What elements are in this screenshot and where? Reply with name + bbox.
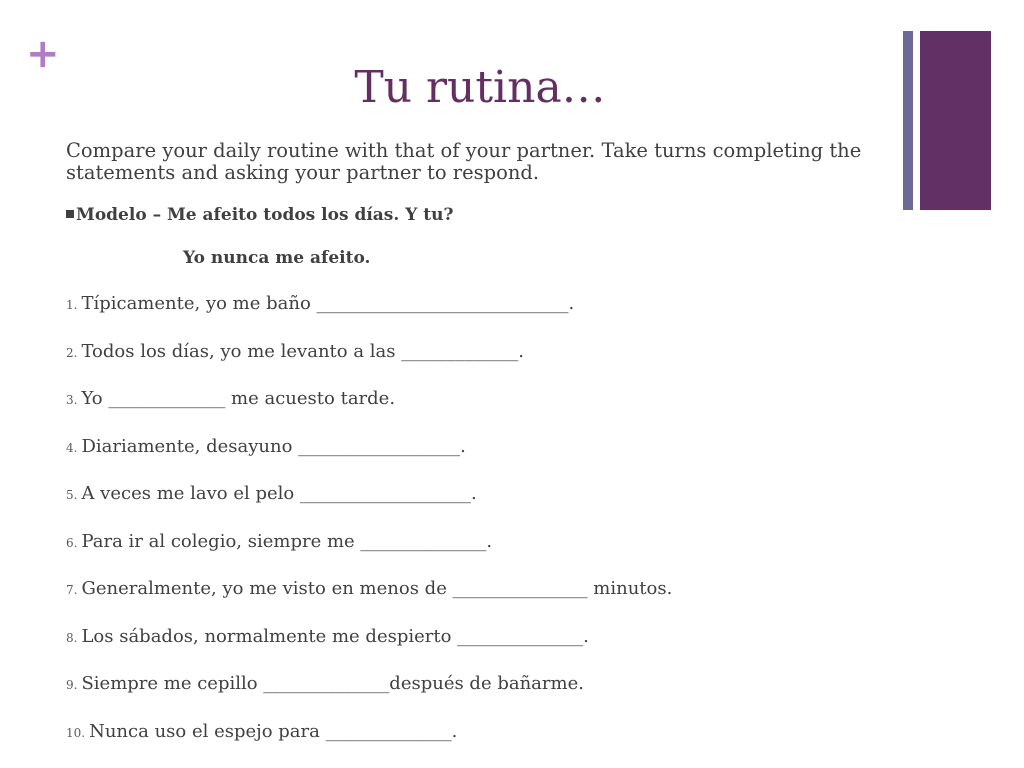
list-item: [66, 387, 672, 435]
item-number: 8.: [66, 630, 78, 645]
item-text: Siempre me cepillo ______________después de bañarme.: [81, 673, 584, 694]
item-number: 2.: [66, 345, 78, 360]
list-item: [66, 482, 672, 530]
plus-icon: +: [26, 31, 60, 77]
item-number: 7.: [66, 583, 78, 597]
item-number: 1.: [66, 298, 78, 312]
list-item: [66, 340, 672, 388]
item-text: Nunca uso el espejo para ______________.: [89, 720, 458, 742]
instructions-text: Compare your daily routine with that of your partner. Take turns completing the statements and asking your partner to respond.: [66, 139, 862, 184]
square-bullet-icon: [66, 210, 74, 218]
list-item: [66, 577, 672, 625]
item-text: Diariamente, desayuno __________________.: [81, 435, 466, 457]
item-text: Para ir al colegio, siempre me ______________.: [81, 530, 493, 552]
modelo-question-text: Modelo – Me afeito todos los días. Y tu?: [76, 205, 454, 225]
list-item: [66, 672, 672, 720]
slide-title: Tu rutina…: [354, 62, 606, 113]
item-number: 9.: [66, 678, 78, 692]
item-number: 3.: [66, 393, 78, 407]
exercise-list: [66, 292, 672, 767]
item-number: 4.: [66, 440, 78, 455]
modelo-question: [66, 205, 453, 225]
list-item: [66, 530, 672, 578]
list-item: [66, 720, 672, 768]
item-text: Típicamente, yo me baño ____________________________.: [81, 293, 575, 314]
item-number: 5.: [66, 488, 78, 502]
accent-bar-thin: [903, 31, 913, 210]
list-item: [66, 292, 672, 340]
item-text: A veces me lavo el pelo ___________________.: [81, 483, 477, 504]
item-number: 6.: [66, 535, 78, 550]
modelo-answer: Yo nunca me afeito.: [183, 248, 371, 268]
accent-bar-thick: [920, 31, 991, 210]
item-number: 10.: [66, 725, 86, 740]
item-text: Generalmente, yo me visto en menos de _______________ minutos.: [81, 578, 673, 599]
item-text: Todos los días, yo me levanto a las _____________.: [81, 340, 524, 362]
list-item: [66, 625, 672, 673]
list-item: [66, 435, 672, 483]
item-text: Los sábados, normalmente me despierto ______________.: [81, 625, 589, 647]
item-text: Yo _____________ me acuesto tarde.: [81, 388, 396, 409]
